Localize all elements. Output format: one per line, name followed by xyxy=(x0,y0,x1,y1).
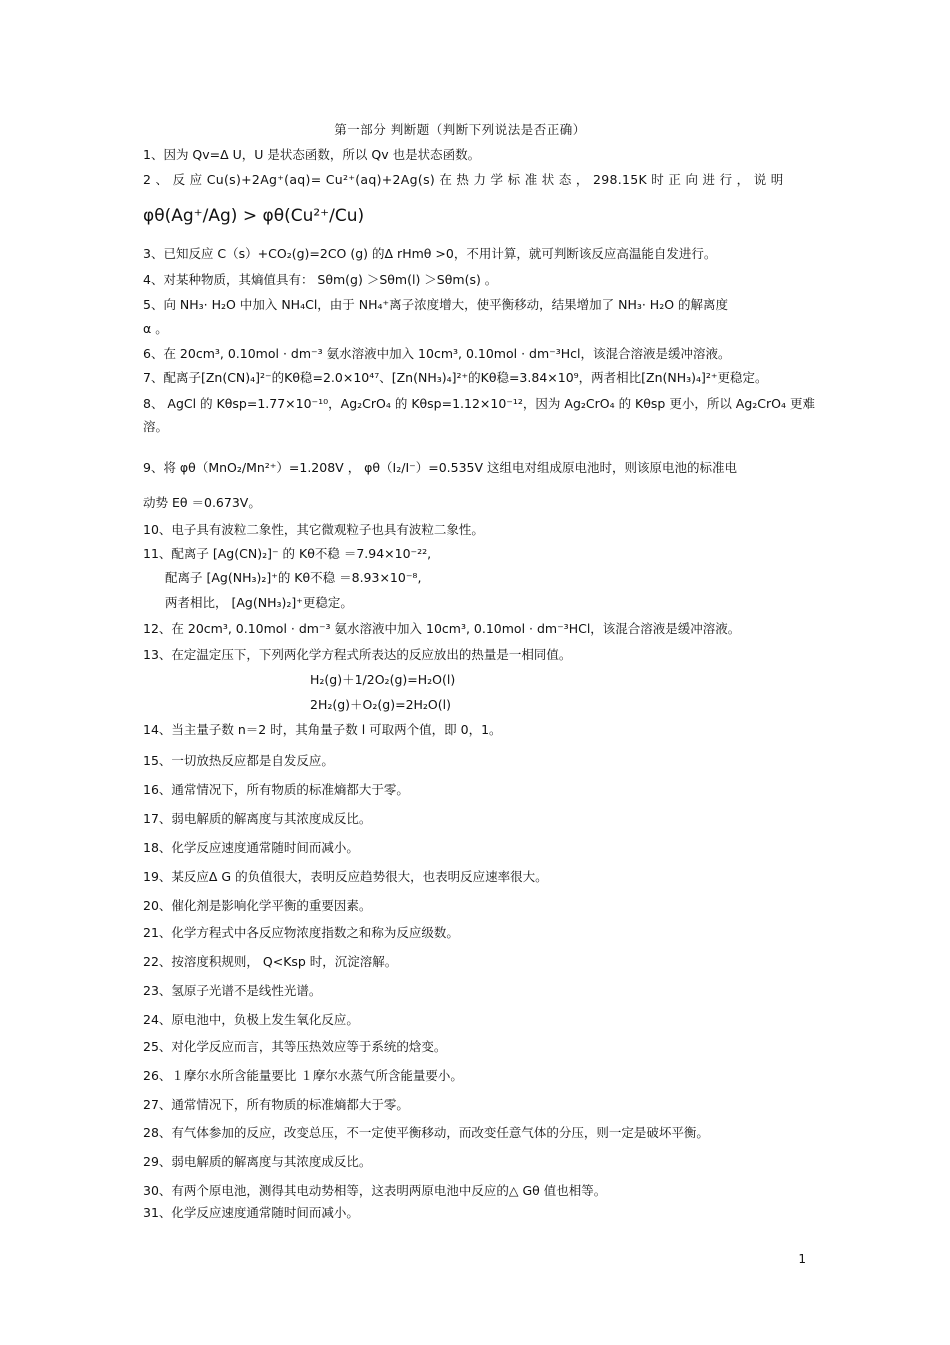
question-4: 4、对某种物质，其熵值具有： Sθm(g) ＞Sθm(l) ＞Sθm(s) 。 xyxy=(143,272,498,287)
question-20: 20、催化剂是影响化学平衡的重要因素。 xyxy=(143,898,372,913)
question-27: 27、通常情况下，所有物质的标准熵都大于零。 xyxy=(143,1097,409,1112)
question-8: 8、 AgCl 的 Kθsp=1.77×10⁻¹⁰，Ag₂CrO₄ 的 Kθsp=1.12×10⁻¹²，因为 Ag₂CrO₄ 的 Kθsp 更小，所以 Ag₂CrO₄ 更难 xyxy=(143,396,815,411)
question-13: 13、在定温定压下，下列两化学方程式所表达的反应放出的热量是一相同值。 xyxy=(143,647,572,662)
question-31: 31、化学反应速度通常随时间而减小。 xyxy=(143,1205,359,1220)
question-22: 22、按溶度积规则， Q<Ksp 时，沉淀溶解。 xyxy=(143,954,398,969)
question-3: 3、已知反应 C（s）+CO₂(g)=2CO (g) 的Δ rHmθ >0，不用计算，就可判断该反应高温能自发进行。 xyxy=(143,246,717,261)
question-21: 21、化学方程式中各反应物浓度指数之和称为反应级数。 xyxy=(143,925,459,940)
question-11-line3: 两者相比， [Ag(NH₃)₂]⁺更稳定。 xyxy=(165,595,353,610)
question-2: 2 、 反 应 Cu(s)+2Ag⁺(aq)= Cu²⁺(aq)+2Ag(s) 在 热 力 学 标 准 状 态 ， 298.15K 时 正 向 进 行 ， 说 明 xyxy=(143,172,784,187)
question-18: 18、化学反应速度通常随时间而减小。 xyxy=(143,840,359,855)
question-11-line2: 配离子 [Ag(NH₃)₂]⁺的 Kθ不稳 ＝8.93×10⁻⁸, xyxy=(165,570,422,585)
question-16: 16、通常情况下，所有物质的标准熵都大于零。 xyxy=(143,782,409,797)
question-12: 12、在 20cm³, 0.10mol · dm⁻³ 氨水溶液中加入 10cm³, 0.10mol · dm⁻³HCl，该混合溶液是缓冲溶液。 xyxy=(143,621,741,636)
question-26: 26、１摩尔水所含能量要比 １摩尔水蒸气所含能量要小。 xyxy=(143,1068,463,1083)
question-11: 11、配离子 [Ag(CN)₂]⁻ 的 Kθ不稳 ＝7.94×10⁻²², xyxy=(143,546,432,561)
question-9-cont: 动势 Eθ ＝0.673V。 xyxy=(143,495,261,510)
question-30: 30、有两个原电池，测得其电动势相等，这表明两原电池中反应的△ Gθ 值也相等。 xyxy=(143,1183,607,1198)
question-19: 19、某反应Δ G 的负值很大，表明反应趋势很大，也表明反应速率很大。 xyxy=(143,869,548,884)
question-14: 14、当主量子数 n＝2 时，其角量子数 l 可取两个值，即 0，1。 xyxy=(143,722,502,737)
question-23: 23、氢原子光谱不是线性光谱。 xyxy=(143,983,322,998)
equation-2: 2H₂(g)＋O₂(g)=2H₂O(l) xyxy=(310,697,451,712)
question-10: 10、电子具有波粒二象性，其它微观粒子也具有波粒二象性。 xyxy=(143,522,484,537)
question-28: 28、有气体参加的反应，改变总压，不一定使平衡移动，而改变任意气体的分压，则一定是破坏平衡。 xyxy=(143,1125,709,1140)
equation-1: H₂(g)＋1/2O₂(g)=H₂O(l) xyxy=(310,672,456,687)
page-number: 1 xyxy=(798,1252,806,1266)
question-17: 17、弱电解质的解离度与其浓度成反比。 xyxy=(143,811,372,826)
section-title: 第一部分 判断题（判断下列说法是否正确） xyxy=(334,122,586,137)
question-29: 29、弱电解质的解离度与其浓度成反比。 xyxy=(143,1154,372,1169)
question-5-cont: α 。 xyxy=(143,321,168,336)
question-1: 1、因为 Qv=Δ U，U 是状态函数，所以 Qv 也是状态函数。 xyxy=(143,147,481,162)
question-6: 6、在 20cm³, 0.10mol · dm⁻³ 氨水溶液中加入 10cm³, 0.10mol · dm⁻³Hcl，该混合溶液是缓冲溶液。 xyxy=(143,346,731,361)
question-2-formula: φθ(Ag⁺/Ag) > φθ(Cu²⁺/Cu) xyxy=(143,206,365,226)
question-25: 25、对化学反应而言，其等压热效应等于系统的焓变。 xyxy=(143,1039,447,1054)
question-9: 9、将 φθ（MnO₂/Mn²⁺）=1.208V ， φθ（I₂/I⁻）=0.535V 这组电对组成原电池时，则该原电池的标准电 xyxy=(143,460,738,475)
question-7: 7、配离子[Zn(CN)₄]²⁻的Kθ稳=2.0×10⁴⁷、[Zn(NH₃)₄]²⁺的Kθ稳=3.84×10⁹，两者相比[Zn(NH₃)₄]²⁺更稳定。 xyxy=(143,370,768,385)
question-5: 5、向 NH₃· H₂O 中加入 NH₄Cl，由于 NH₄⁺离子浓度增大，使平衡移动，结果增加了 NH₃· H₂O 的解离度 xyxy=(143,297,729,312)
question-15: 15、一切放热反应都是自发反应。 xyxy=(143,753,334,768)
question-24: 24、原电池中，负极上发生氧化反应。 xyxy=(143,1012,359,1027)
question-8-cont: 溶。 xyxy=(143,419,169,434)
